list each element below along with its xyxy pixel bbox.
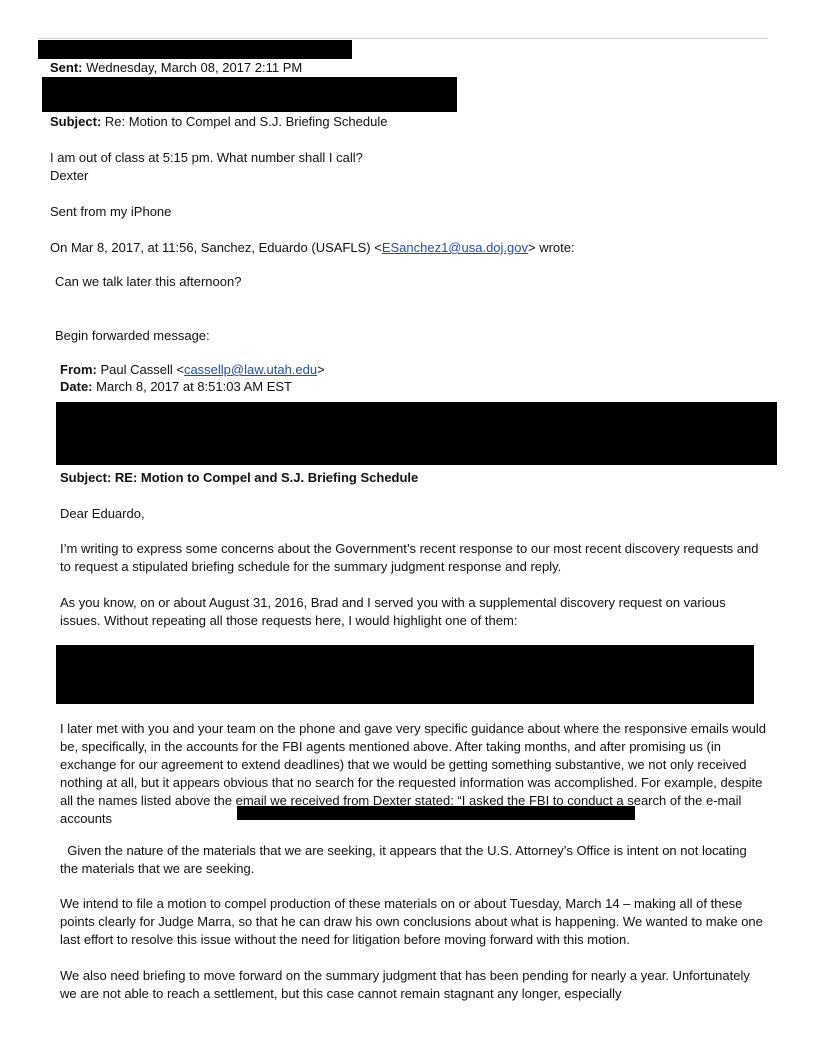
salutation: Dear Eduardo, — [60, 506, 145, 521]
forward-date-value: March 8, 2017 at 8:51:03 AM EST — [96, 379, 292, 394]
redaction-forward-recipients — [56, 402, 777, 465]
paragraph-1: I’m writing to express some concerns about the Government’s recent response to our most recent discovery requests and to request a stipulated briefing schedule for the summary judgment response and reply. — [60, 541, 759, 574]
paragraph-2: As you know, on or about August 31, 2016, Brad and I served you with a supplemental discovery request on various issues. Without repeating all those requests here, I would highlight one of them: — [60, 595, 726, 628]
redaction-from — [38, 40, 352, 59]
forward-subject-value: RE: Motion to Compel and S.J. Briefing Schedule — [114, 470, 419, 485]
paragraph-3: I later met with you and your team on the phone and gave very specific guidance about where the responsive emails would be, specifically, in the accounts for the FBI agents mentioned above. After taking months, and after promising us (in exchange for our agreement to extend deadlines) that we would be getting something substantive, we not only received nothing at all, but it appears obvious that no search for the requested information was accomplished. For example, despite all the names listed above the email we received from Dexter stated: “I asked the FBI to conduct a search of the e-mail accounts — [60, 721, 767, 826]
paragraph-5: We intend to file a motion to compel production of these materials on or about Tuesday, March 14 – making all of these points clearly for Judge Marra, so that he can draw his own conclusions about what is happening. We wanted to make one last effort to resolve this issue without the need for litigation before moving forward with this motion. — [60, 896, 763, 947]
forward-from-line — [60, 362, 325, 378]
header-divider — [38, 38, 768, 39]
forward-from-label: From: — [60, 362, 97, 377]
forward-subject-label: Subject: — [60, 470, 112, 485]
forward-from-name: Paul Cassell < — [100, 362, 184, 377]
sent-line — [50, 60, 302, 76]
quote-prefix: On Mar 8, 2017, at 11:56, Sanchez, Eduardo (USAFLS) < — [50, 240, 382, 255]
forward-from-close: > — [317, 362, 325, 377]
begin-forwarded: Begin forwarded message: — [55, 328, 210, 343]
quote-email-link[interactable]: ESanchez1@usa.doj.gov — [381, 240, 528, 255]
forward-date-label: Date: — [60, 379, 93, 394]
sent-from-iphone: Sent from my iPhone — [50, 204, 172, 219]
subject-line — [50, 114, 387, 130]
forward-date-line — [60, 379, 292, 395]
quote-suffix: > wrote: — [528, 240, 575, 255]
subject-label: Subject: — [50, 114, 102, 129]
subject-value: Re: Motion to Compel and S.J. Briefing Schedule — [104, 114, 388, 129]
redaction-to — [42, 77, 457, 112]
quoted-question: Can we talk later this afternoon? — [55, 274, 242, 289]
paragraph-6: We also need briefing to move forward on the summary judgment that has been pending for nearly a year. Unfortunately we are not able to reach a settlement, but this case cannot remain stagnant any longer, especially — [60, 968, 750, 1001]
quote-attribution — [50, 240, 575, 256]
paragraph-4: Given the nature of the materials that we are seeking, it appears that the U.S. Attorney’s Office is intent on not locating the materials that we are seeking. — [60, 843, 751, 876]
forward-from-email-link[interactable]: cassellp@law.utah.edu — [183, 362, 318, 377]
reply-line-1: I am out of class at 5:15 pm. What number shall I call? — [50, 150, 363, 165]
reply-signature: Dexter — [50, 168, 89, 183]
sent-value: Wednesday, March 08, 2017 2:11 PM — [86, 60, 303, 75]
redaction-highlighted-request — [56, 645, 754, 704]
forward-subject-line — [60, 470, 418, 486]
sent-label: Sent: — [50, 60, 83, 75]
